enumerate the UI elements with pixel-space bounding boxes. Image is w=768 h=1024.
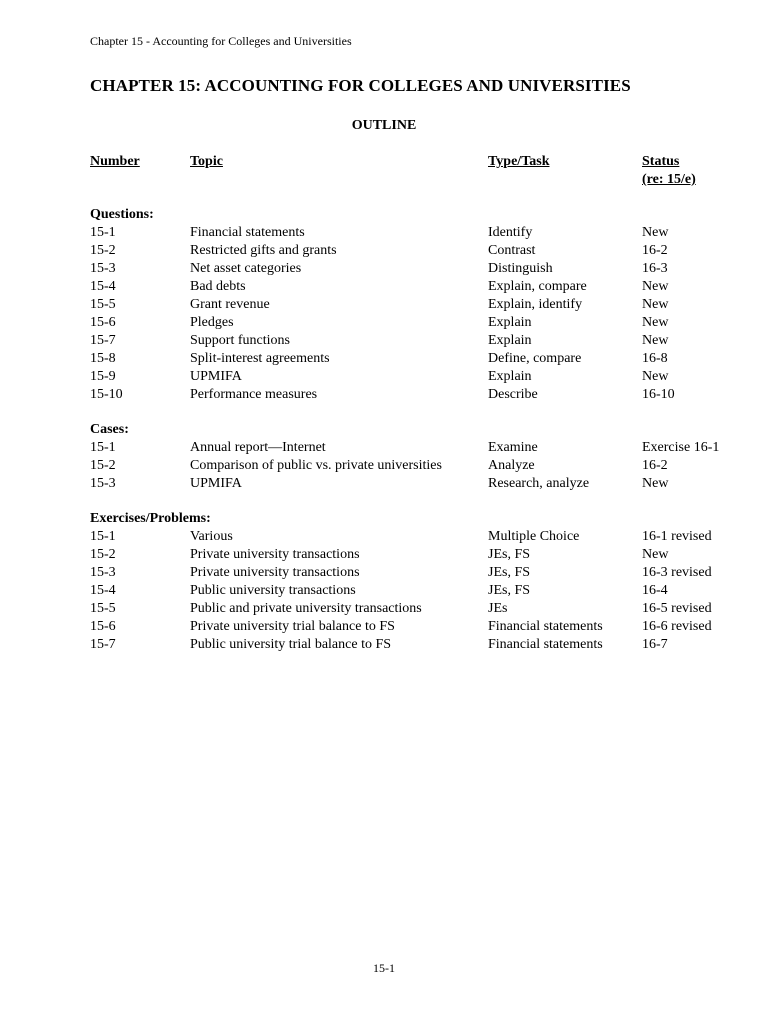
table-row <box>90 224 750 242</box>
cell-status: 16-7 <box>642 637 668 652</box>
cell-topic: UPMIFA <box>190 476 242 491</box>
table-row <box>90 528 750 546</box>
column-header-status-sub: (re: 15/e) <box>642 172 696 187</box>
cell-topic: Public university trial balance to FS <box>190 637 392 652</box>
cell-status: 16-2 <box>642 243 668 258</box>
cell-status: 16-3 <box>642 261 668 276</box>
section-title: Exercises/Problems: <box>90 511 211 526</box>
cell-topic: Public and private university transactions <box>190 601 422 616</box>
cell-status: 16-1 revised <box>642 529 712 544</box>
column-header-type-task: Type/Task <box>488 154 550 169</box>
cell-status: 16-5 revised <box>642 601 712 616</box>
cell-topic: Grant revenue <box>190 297 270 312</box>
table-row <box>90 475 750 493</box>
cell-status: 16-6 revised <box>642 619 712 634</box>
table-row <box>90 278 750 296</box>
section-title: Cases: <box>90 422 129 437</box>
cell-topic: Private university transactions <box>190 547 360 562</box>
cell-number: 15-8 <box>90 351 116 366</box>
cell-topic: Bad debts <box>190 279 246 294</box>
cell-status: New <box>642 279 669 294</box>
cell-status: New <box>642 333 669 348</box>
cell-topic: Split-interest agreements <box>190 351 330 366</box>
cell-status: 16-2 <box>642 458 668 473</box>
chapter-title: CHAPTER 15: ACCOUNTING FOR COLLEGES AND UNIVERSITIES <box>90 76 631 95</box>
column-header-subrow <box>90 171 750 189</box>
table-row <box>90 618 750 636</box>
cell-number: 15-6 <box>90 315 116 330</box>
table-row <box>90 368 750 386</box>
cell-type-task: Explain, compare <box>488 279 587 294</box>
table-row <box>90 636 750 654</box>
table-row <box>90 582 750 600</box>
cell-number: 15-9 <box>90 369 116 384</box>
cell-number: 15-7 <box>90 333 116 348</box>
cell-status: 16-10 <box>642 387 675 402</box>
cell-status: 16-3 revised <box>642 565 712 580</box>
table-row <box>90 260 750 278</box>
outline-sections <box>90 189 750 654</box>
cell-type-task: Define, compare <box>488 351 582 366</box>
cell-type-task: Multiple Choice <box>488 529 580 544</box>
cell-status: Exercise 16-1 <box>642 440 720 455</box>
cell-number: 15-10 <box>90 387 123 402</box>
cell-type-task: Explain, identify <box>488 297 583 312</box>
cell-status: New <box>642 476 669 491</box>
table-row <box>90 546 750 564</box>
cell-number: 15-1 <box>90 529 116 544</box>
cell-status: New <box>642 369 669 384</box>
cell-topic: Financial statements <box>190 225 305 240</box>
cell-number: 15-1 <box>90 440 116 455</box>
outline-table <box>90 153 750 654</box>
table-row <box>90 457 750 475</box>
page-number: 15-1 <box>373 961 395 975</box>
cell-number: 15-5 <box>90 601 116 616</box>
cell-status: 16-8 <box>642 351 668 366</box>
cell-topic: Comparison of public vs. private universities <box>190 458 442 473</box>
cell-number: 15-4 <box>90 583 116 598</box>
cell-number: 15-3 <box>90 261 116 276</box>
cell-type-task: Explain <box>488 369 532 384</box>
cell-type-task: JEs, FS <box>488 583 531 598</box>
cell-type-task: Examine <box>488 440 538 455</box>
column-header-row <box>90 153 750 171</box>
cell-type-task: Contrast <box>488 243 536 258</box>
cell-topic: Private university trial balance to FS <box>190 619 395 634</box>
running-header: Chapter 15 - Accounting for Colleges and Universities <box>90 34 352 48</box>
cell-type-task: Identify <box>488 225 533 240</box>
section-spacer <box>90 493 750 510</box>
cell-number: 15-3 <box>90 476 116 491</box>
table-row <box>90 439 750 457</box>
cell-type-task: JEs <box>488 601 508 616</box>
cell-number: 15-1 <box>90 225 116 240</box>
cell-number: 15-4 <box>90 279 116 294</box>
section-title: Questions: <box>90 207 154 222</box>
cell-number: 15-3 <box>90 565 116 580</box>
cell-status: New <box>642 547 669 562</box>
cell-type-task: Financial statements <box>488 619 603 634</box>
cell-number: 15-6 <box>90 619 116 634</box>
table-row <box>90 242 750 260</box>
table-row <box>90 314 750 332</box>
outline-title: OUTLINE <box>351 118 417 133</box>
cell-number: 15-5 <box>90 297 116 312</box>
table-row <box>90 350 750 368</box>
cell-type-task: Explain <box>488 333 532 348</box>
cell-status: 16-4 <box>642 583 668 598</box>
table-row <box>90 564 750 582</box>
section-spacer <box>90 189 750 206</box>
cell-number: 15-2 <box>90 547 116 562</box>
cell-topic: Performance measures <box>190 387 318 402</box>
cell-topic: Annual report—Internet <box>190 440 326 455</box>
cell-topic: Private university transactions <box>190 565 360 580</box>
cell-type-task: JEs, FS <box>488 565 531 580</box>
column-header-number: Number <box>90 154 140 169</box>
cell-type-task: Distinguish <box>488 261 553 276</box>
cell-topic: Net asset categories <box>190 261 302 276</box>
cell-topic: Support functions <box>190 333 290 348</box>
column-header-topic: Topic <box>190 154 223 169</box>
cell-number: 15-2 <box>90 243 116 258</box>
section-spacer <box>90 404 750 421</box>
cell-status: New <box>642 225 669 240</box>
cell-status: New <box>642 315 669 330</box>
cell-topic: Public university transactions <box>190 583 356 598</box>
table-row <box>90 386 750 404</box>
table-row <box>90 600 750 618</box>
cell-type-task: Describe <box>488 387 538 402</box>
cell-type-task: JEs, FS <box>488 547 531 562</box>
column-header-status: Status <box>642 154 680 169</box>
cell-topic: Restricted gifts and grants <box>190 243 337 258</box>
cell-status: New <box>642 297 669 312</box>
cell-topic: Pledges <box>190 315 234 330</box>
cell-number: 15-2 <box>90 458 116 473</box>
table-row <box>90 296 750 314</box>
cell-type-task: Research, analyze <box>488 476 590 491</box>
cell-type-task: Analyze <box>488 458 535 473</box>
table-row <box>90 332 750 350</box>
cell-type-task: Financial statements <box>488 637 603 652</box>
cell-topic: Various <box>190 529 233 544</box>
cell-topic: UPMIFA <box>190 369 242 384</box>
cell-number: 15-7 <box>90 637 116 652</box>
cell-type-task: Explain <box>488 315 532 330</box>
